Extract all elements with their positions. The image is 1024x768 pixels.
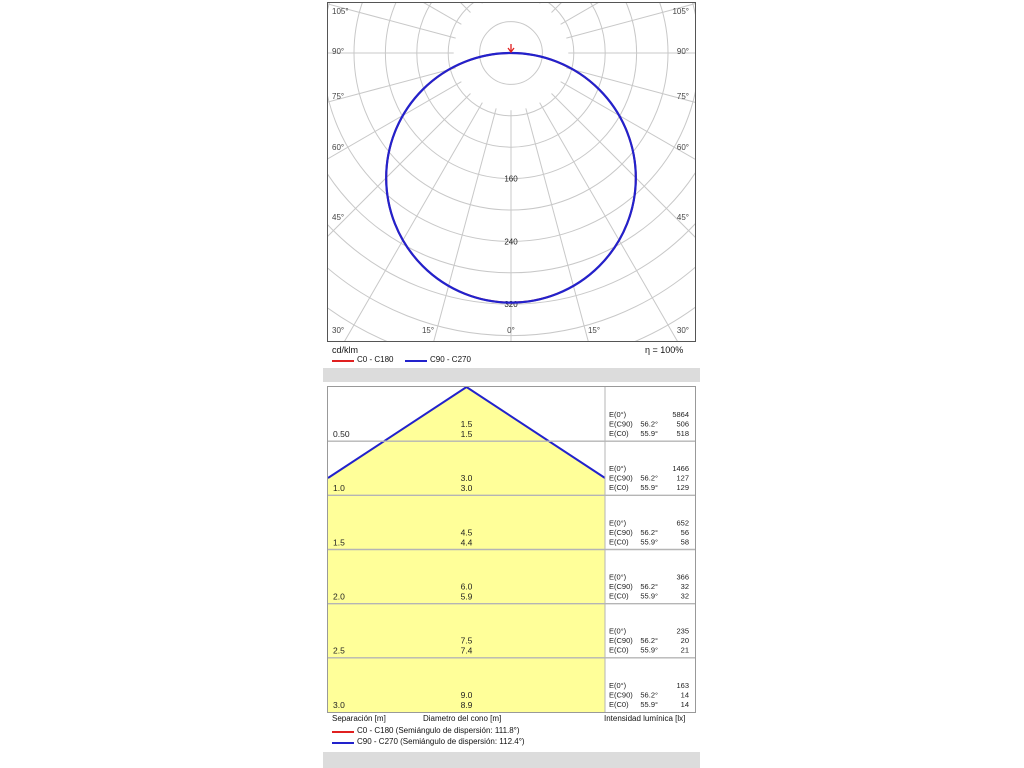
row-diameter-c90: 3.0 bbox=[460, 473, 473, 484]
row-ec0-value: 21 bbox=[680, 645, 689, 655]
row-e0-value: 366 bbox=[676, 572, 689, 582]
row-ec90-angle: 56.2° bbox=[640, 636, 658, 646]
polar-unit-label: cd/klm bbox=[332, 345, 359, 355]
row-ec0-label: E(C0) bbox=[609, 645, 629, 655]
row-diameter-c0: 7.4 bbox=[460, 645, 473, 656]
angle-label-left: 60° bbox=[332, 143, 345, 152]
row-ec0-angle: 55.9° bbox=[640, 537, 658, 547]
row-e0-label: E(0°) bbox=[609, 464, 627, 474]
row-ec0-angle: 55.9° bbox=[640, 429, 658, 438]
angle-label-right: 60° bbox=[676, 143, 689, 152]
row-ec90-label: E(C90) bbox=[609, 582, 633, 591]
angle-label-right: 30° bbox=[676, 326, 689, 335]
row-diameter-c90: 4.5 bbox=[460, 527, 473, 538]
row-e0-value: 163 bbox=[676, 680, 689, 690]
angle-label-left: 90° bbox=[332, 47, 345, 56]
polar-diagram bbox=[327, 2, 696, 342]
angle-label-right: 90° bbox=[676, 47, 689, 56]
angle-label-left: 75° bbox=[332, 92, 345, 101]
polar-spoke bbox=[328, 82, 461, 341]
row-diameter-c0: 5.9 bbox=[460, 591, 473, 602]
row-e0-value: 1466 bbox=[672, 464, 689, 474]
row-ec90-value: 32 bbox=[680, 582, 689, 591]
efficiency-label: η = 100% bbox=[645, 345, 684, 355]
bottom-band bbox=[323, 752, 700, 768]
cone-legend-c90-swatch bbox=[332, 742, 354, 744]
legend-c90-label: C90 - C270 bbox=[430, 355, 471, 364]
row-diameter-c0: 1.5 bbox=[460, 429, 473, 439]
row-ec0-value: 14 bbox=[680, 699, 689, 709]
row-e0-value: 235 bbox=[676, 626, 689, 636]
row-ec90-value: 20 bbox=[680, 636, 689, 646]
row-ec90-angle: 56.2° bbox=[640, 473, 658, 483]
row-ec90-label: E(C90) bbox=[609, 419, 633, 429]
angle-label-bottom-center: 0° bbox=[507, 326, 515, 335]
polar-spoke bbox=[328, 94, 470, 341]
polar-spoke bbox=[328, 3, 470, 12]
cone-legend-c0-swatch bbox=[332, 731, 354, 733]
origin-arrow-icon bbox=[508, 44, 514, 52]
row-e0-label: E(0°) bbox=[609, 572, 627, 582]
row-separation: 3.0 bbox=[333, 699, 345, 710]
cone-legend-c0-label: C0 - C180 (Semiángulo de dispersión: 111.8°) bbox=[357, 726, 520, 735]
angle-label-left: 45° bbox=[332, 213, 345, 222]
row-separation: 0.50 bbox=[333, 429, 350, 439]
row-ec90-label: E(C90) bbox=[609, 527, 633, 537]
angle-label-right: 105° bbox=[672, 7, 689, 16]
row-ec0-angle: 55.9° bbox=[640, 645, 658, 655]
polar-spoke bbox=[540, 103, 695, 341]
row-diameter-c90: 7.5 bbox=[460, 635, 473, 646]
row-diameter-c0: 3.0 bbox=[460, 483, 473, 494]
row-ec0-angle: 55.9° bbox=[640, 483, 658, 493]
angle-label-bottom-left: 15° bbox=[421, 326, 435, 335]
cone-diagram bbox=[327, 386, 696, 713]
polar-spoke bbox=[552, 94, 695, 341]
row-ec90-angle: 56.2° bbox=[640, 419, 658, 429]
row-ec0-label: E(C0) bbox=[609, 699, 629, 709]
row-ec0-angle: 55.9° bbox=[640, 699, 658, 709]
radial-tick-label: 320 bbox=[504, 300, 518, 310]
row-ec0-label: E(C0) bbox=[609, 429, 629, 438]
row-ec90-value: 127 bbox=[676, 473, 689, 483]
row-diameter-c90: 1.5 bbox=[460, 419, 473, 429]
row-ec0-label: E(C0) bbox=[609, 591, 629, 601]
row-separation: 2.5 bbox=[333, 645, 345, 656]
row-separation: 1.5 bbox=[333, 537, 345, 548]
row-ec90-label: E(C90) bbox=[609, 473, 633, 483]
angle-label-left: 105° bbox=[332, 7, 349, 16]
row-separation: 1.0 bbox=[333, 483, 345, 494]
row-e0-label: E(0°) bbox=[609, 626, 627, 636]
row-ec0-label: E(C0) bbox=[609, 483, 629, 493]
polar-chart-svg bbox=[328, 3, 695, 341]
row-ec0-label: E(C0) bbox=[609, 537, 629, 547]
footer-intensity: Intensidad lumínica [lx] bbox=[604, 714, 686, 723]
row-e0-value: 652 bbox=[676, 518, 689, 528]
row-ec90-label: E(C90) bbox=[609, 690, 633, 700]
row-ec0-value: 32 bbox=[680, 591, 689, 601]
row-diameter-c90: 9.0 bbox=[460, 689, 473, 700]
row-diameter-c90: 6.0 bbox=[460, 581, 473, 592]
cone-legend-c90-label: C90 - C270 (Semiángulo de dispersión: 112.4°) bbox=[357, 737, 525, 746]
row-ec90-angle: 56.2° bbox=[640, 690, 658, 700]
radial-tick-label: 160 bbox=[504, 174, 518, 184]
row-diameter-c0: 4.4 bbox=[460, 537, 473, 548]
row-ec0-value: 129 bbox=[676, 483, 689, 493]
legend-c90-swatch bbox=[405, 360, 427, 362]
radial-tick-label: 240 bbox=[504, 237, 518, 247]
polar-ring bbox=[448, 3, 574, 116]
row-separation: 2.0 bbox=[333, 591, 345, 602]
angle-label-left: 30° bbox=[332, 326, 345, 335]
row-e0-value: 5864 bbox=[672, 410, 689, 419]
angle-label-bottom-right: 15° bbox=[587, 326, 601, 335]
row-ec90-value: 14 bbox=[680, 690, 689, 700]
angle-label-right: 75° bbox=[676, 92, 689, 101]
cone-chart-svg bbox=[328, 387, 695, 712]
footer-separation: Separación [m] bbox=[332, 714, 386, 723]
row-diameter-c0: 8.9 bbox=[460, 699, 473, 710]
row-e0-label: E(0°) bbox=[609, 680, 627, 690]
footer-diameter: Diametro del cono [m] bbox=[423, 714, 502, 723]
legend-c0-swatch bbox=[332, 360, 354, 362]
row-e0-label: E(0°) bbox=[609, 518, 627, 528]
polar-spoke bbox=[328, 103, 482, 341]
row-ec90-value: 56 bbox=[680, 527, 689, 537]
separator-band bbox=[323, 368, 700, 382]
row-ec90-angle: 56.2° bbox=[640, 582, 658, 591]
row-ec0-angle: 55.9° bbox=[640, 591, 658, 601]
row-e0-label: E(0°) bbox=[609, 410, 627, 419]
row-ec90-label: E(C90) bbox=[609, 636, 633, 646]
polar-spoke bbox=[561, 82, 695, 341]
row-ec0-value: 58 bbox=[680, 537, 689, 547]
row-ec90-value: 506 bbox=[676, 419, 689, 429]
row-ec90-angle: 56.2° bbox=[640, 527, 658, 537]
row-ec0-value: 518 bbox=[676, 429, 689, 438]
angle-label-right: 45° bbox=[676, 213, 689, 222]
legend-c0-label: C0 - C180 bbox=[357, 355, 394, 364]
